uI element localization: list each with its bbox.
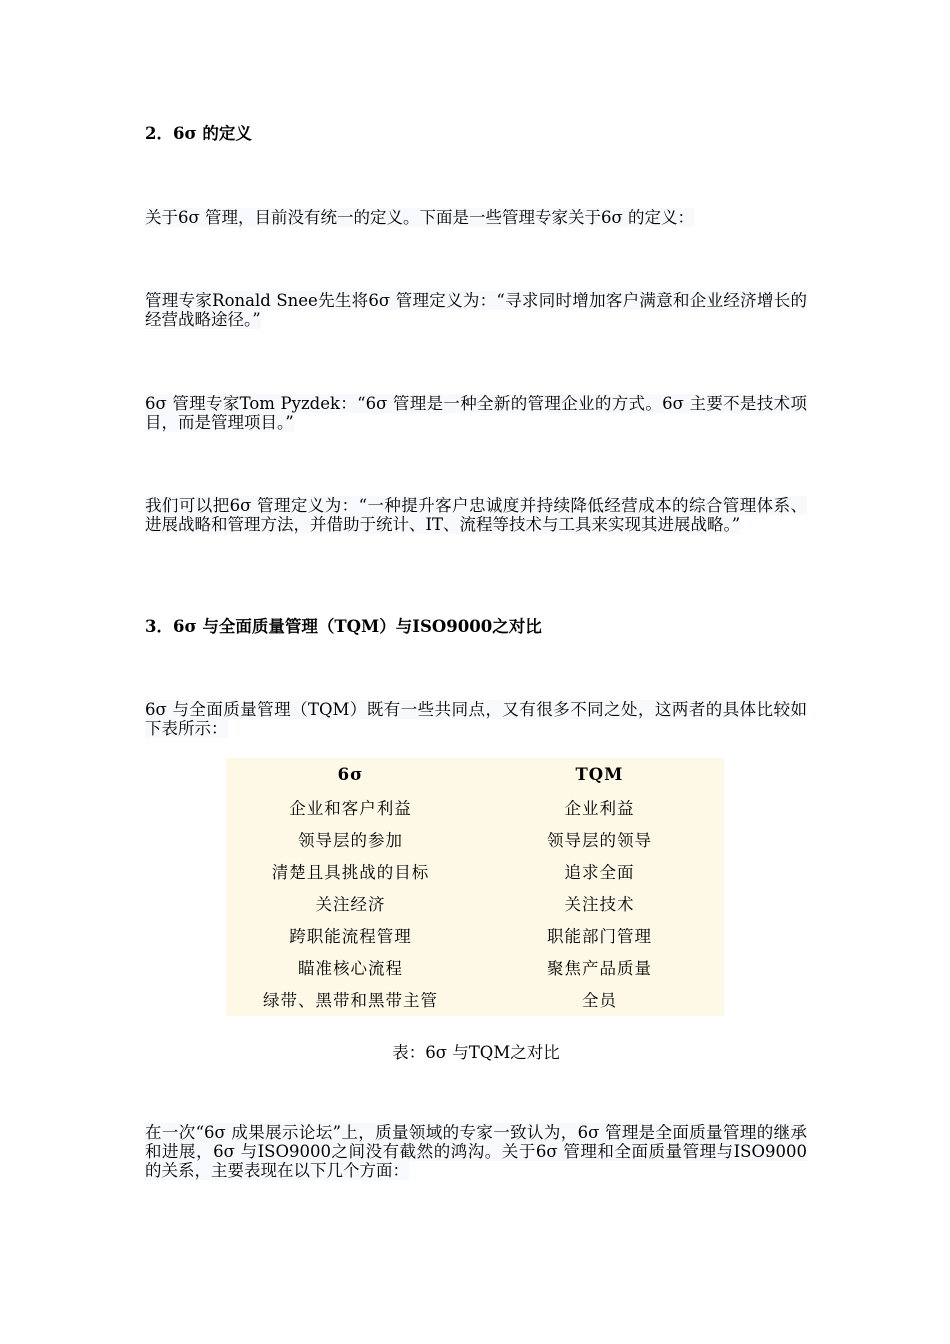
definition-snee-text: 管理专家Ronald Snee先生将6σ 管理定义为：“寻求同时增加客户满意和企业经济增长的经营战略途径。” — [145, 291, 807, 329]
section-2-intro — [145, 208, 807, 227]
table-cell: 领导层的领导 — [547, 831, 652, 850]
table-cell: 追求全面 — [564, 863, 635, 882]
table-cell: 清楚且具挑战的目标 — [271, 863, 430, 882]
section-2-heading: 2．6σ 的定义 — [145, 124, 252, 143]
table-cell: 职能部门管理 — [547, 927, 652, 946]
table-cell: 企业和客户利益 — [289, 799, 412, 818]
table-cell: 绿带、黑带和黑带主管 — [263, 991, 438, 1010]
closing-paragraph-text: 在一次“6σ 成果展示论坛”上，质量领域的专家一致认为，6σ 管理是全面质量管理的继承和进展，6σ 与ISO9000之间没有截然的鸿沟。关于6σ 管理和全面质量管理与ISO9000的关系，主要表现在以下几个方面： — [145, 1123, 807, 1180]
table-header-row — [226, 758, 724, 791]
table-cell: 聚焦产品质量 — [547, 959, 652, 978]
table-header-tqm: TQM — [575, 765, 624, 784]
table-header-6sigma: 6σ — [337, 765, 364, 784]
definition-ours — [145, 496, 807, 534]
table-row — [226, 951, 724, 983]
table-row — [226, 855, 724, 887]
table-row — [226, 919, 724, 951]
closing-paragraph — [145, 1123, 807, 1180]
section-3-intro — [145, 700, 807, 738]
definition-pyzdek-text: 6σ 管理专家Tom Pyzdek：“6σ 管理是一种全新的管理企业的方式。6σ 主要不是技术项目，而是管理项目。” — [145, 394, 807, 432]
table-row — [226, 887, 724, 919]
table-row — [226, 983, 724, 1015]
table-cell: 领导层的参加 — [298, 831, 403, 850]
table-cell: 瞄准核心流程 — [298, 959, 403, 978]
section-2-intro-text: 关于6σ 管理，目前没有统一的定义。下面是一些管理专家关于6σ 的定义： — [145, 208, 695, 227]
table-row — [226, 791, 724, 823]
comparison-table — [226, 758, 724, 1016]
section-3-intro-text: 6σ 与全面质量管理（TQM）既有一些共同点，又有很多不同之处，这两者的具体比较如下表所示： — [145, 700, 807, 738]
table-cell: 跨职能流程管理 — [289, 927, 412, 946]
section-3-heading: 3．6σ 与全面质量管理（TQM）与ISO9000之对比 — [145, 617, 542, 636]
table-cell: 关注经济 — [315, 895, 386, 914]
table-cell: 全员 — [582, 991, 617, 1010]
table-caption: 表：6σ 与TQM之对比 — [392, 1043, 560, 1062]
definition-snee — [145, 291, 807, 329]
table-cell: 企业利益 — [564, 799, 635, 818]
definition-pyzdek — [145, 394, 807, 432]
definition-ours-text: 我们可以把6σ 管理定义为：“一种提升客户忠诚度并持续降低经营成本的综合管理体系、进展战略和管理方法，并借助于统计、IT、流程等技术与工具来实现其进展战略。” — [145, 496, 807, 534]
table-cell: 关注技术 — [564, 895, 635, 914]
table-row — [226, 823, 724, 855]
